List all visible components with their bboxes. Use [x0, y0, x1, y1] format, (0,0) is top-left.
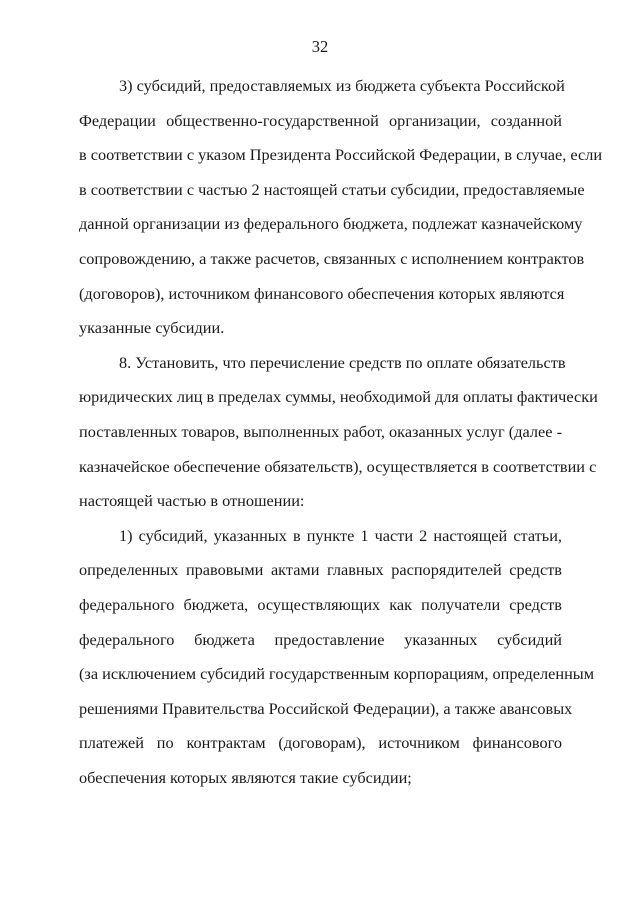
paragraph-1-subsidies	[79, 525, 595, 803]
text-line: определенных правовыми актами главных распорядителей средств	[79, 560, 562, 580]
body-text	[79, 76, 603, 802]
text-line: федерального бюджета, осуществляющих как получатели средств	[79, 594, 562, 614]
text-line: (договоров), источником финансового обеспечения которых являются	[79, 283, 565, 303]
text-line: настоящей частью в отношении:	[79, 491, 305, 511]
text-line: данной организации из федерального бюджета, подлежат казначейскому	[79, 214, 583, 234]
text-line: (за исключением субсидий государственным корпорациям, определенным	[79, 664, 595, 684]
paragraph-3-subsidies	[79, 76, 603, 353]
text-line: указанные субсидии.	[79, 318, 225, 338]
text-line: 1) субсидий, указанных в пункте 1 части 2 настоящей статьи,	[119, 525, 562, 545]
text-line: юридических лиц в пределах суммы, необходимой для оплаты фактически	[79, 387, 598, 407]
paragraph-8-establish	[79, 352, 598, 526]
text-line: казначейское обеспечение обязательств), осуществляется в соответствии с	[79, 456, 597, 476]
text-line: в соответствии с указом Президента Российской Федерации, в случае, если	[79, 145, 603, 165]
text-line: Федерации общественно-государственной организации, созданной	[79, 110, 562, 130]
text-line: решениями Правительства Российской Федерации), а также авансовых	[79, 698, 573, 718]
text-line: платежей по контрактам (договорам), источником финансового	[79, 733, 562, 753]
text-line: 8. Установить, что перечисление средств по оплате обязательств	[119, 352, 566, 372]
text-line: сопровождению, а также расчетов, связанных с исполнением контрактов	[79, 248, 585, 268]
text-line: поставленных товаров, выполненных работ, оказанных услуг (далее -	[79, 421, 562, 441]
text-line: 3) субсидий, предоставляемых из бюджета субъекта Российской	[119, 76, 565, 95]
text-line: в соответствии с частью 2 настоящей статьи субсидии, предоставляемые	[79, 179, 585, 199]
text-line: обеспечения которых являются такие субсидии;	[79, 767, 412, 787]
text-line: федерального бюджета предоставление указанных субсидий	[79, 629, 562, 649]
page-number: 32	[311, 37, 329, 56]
